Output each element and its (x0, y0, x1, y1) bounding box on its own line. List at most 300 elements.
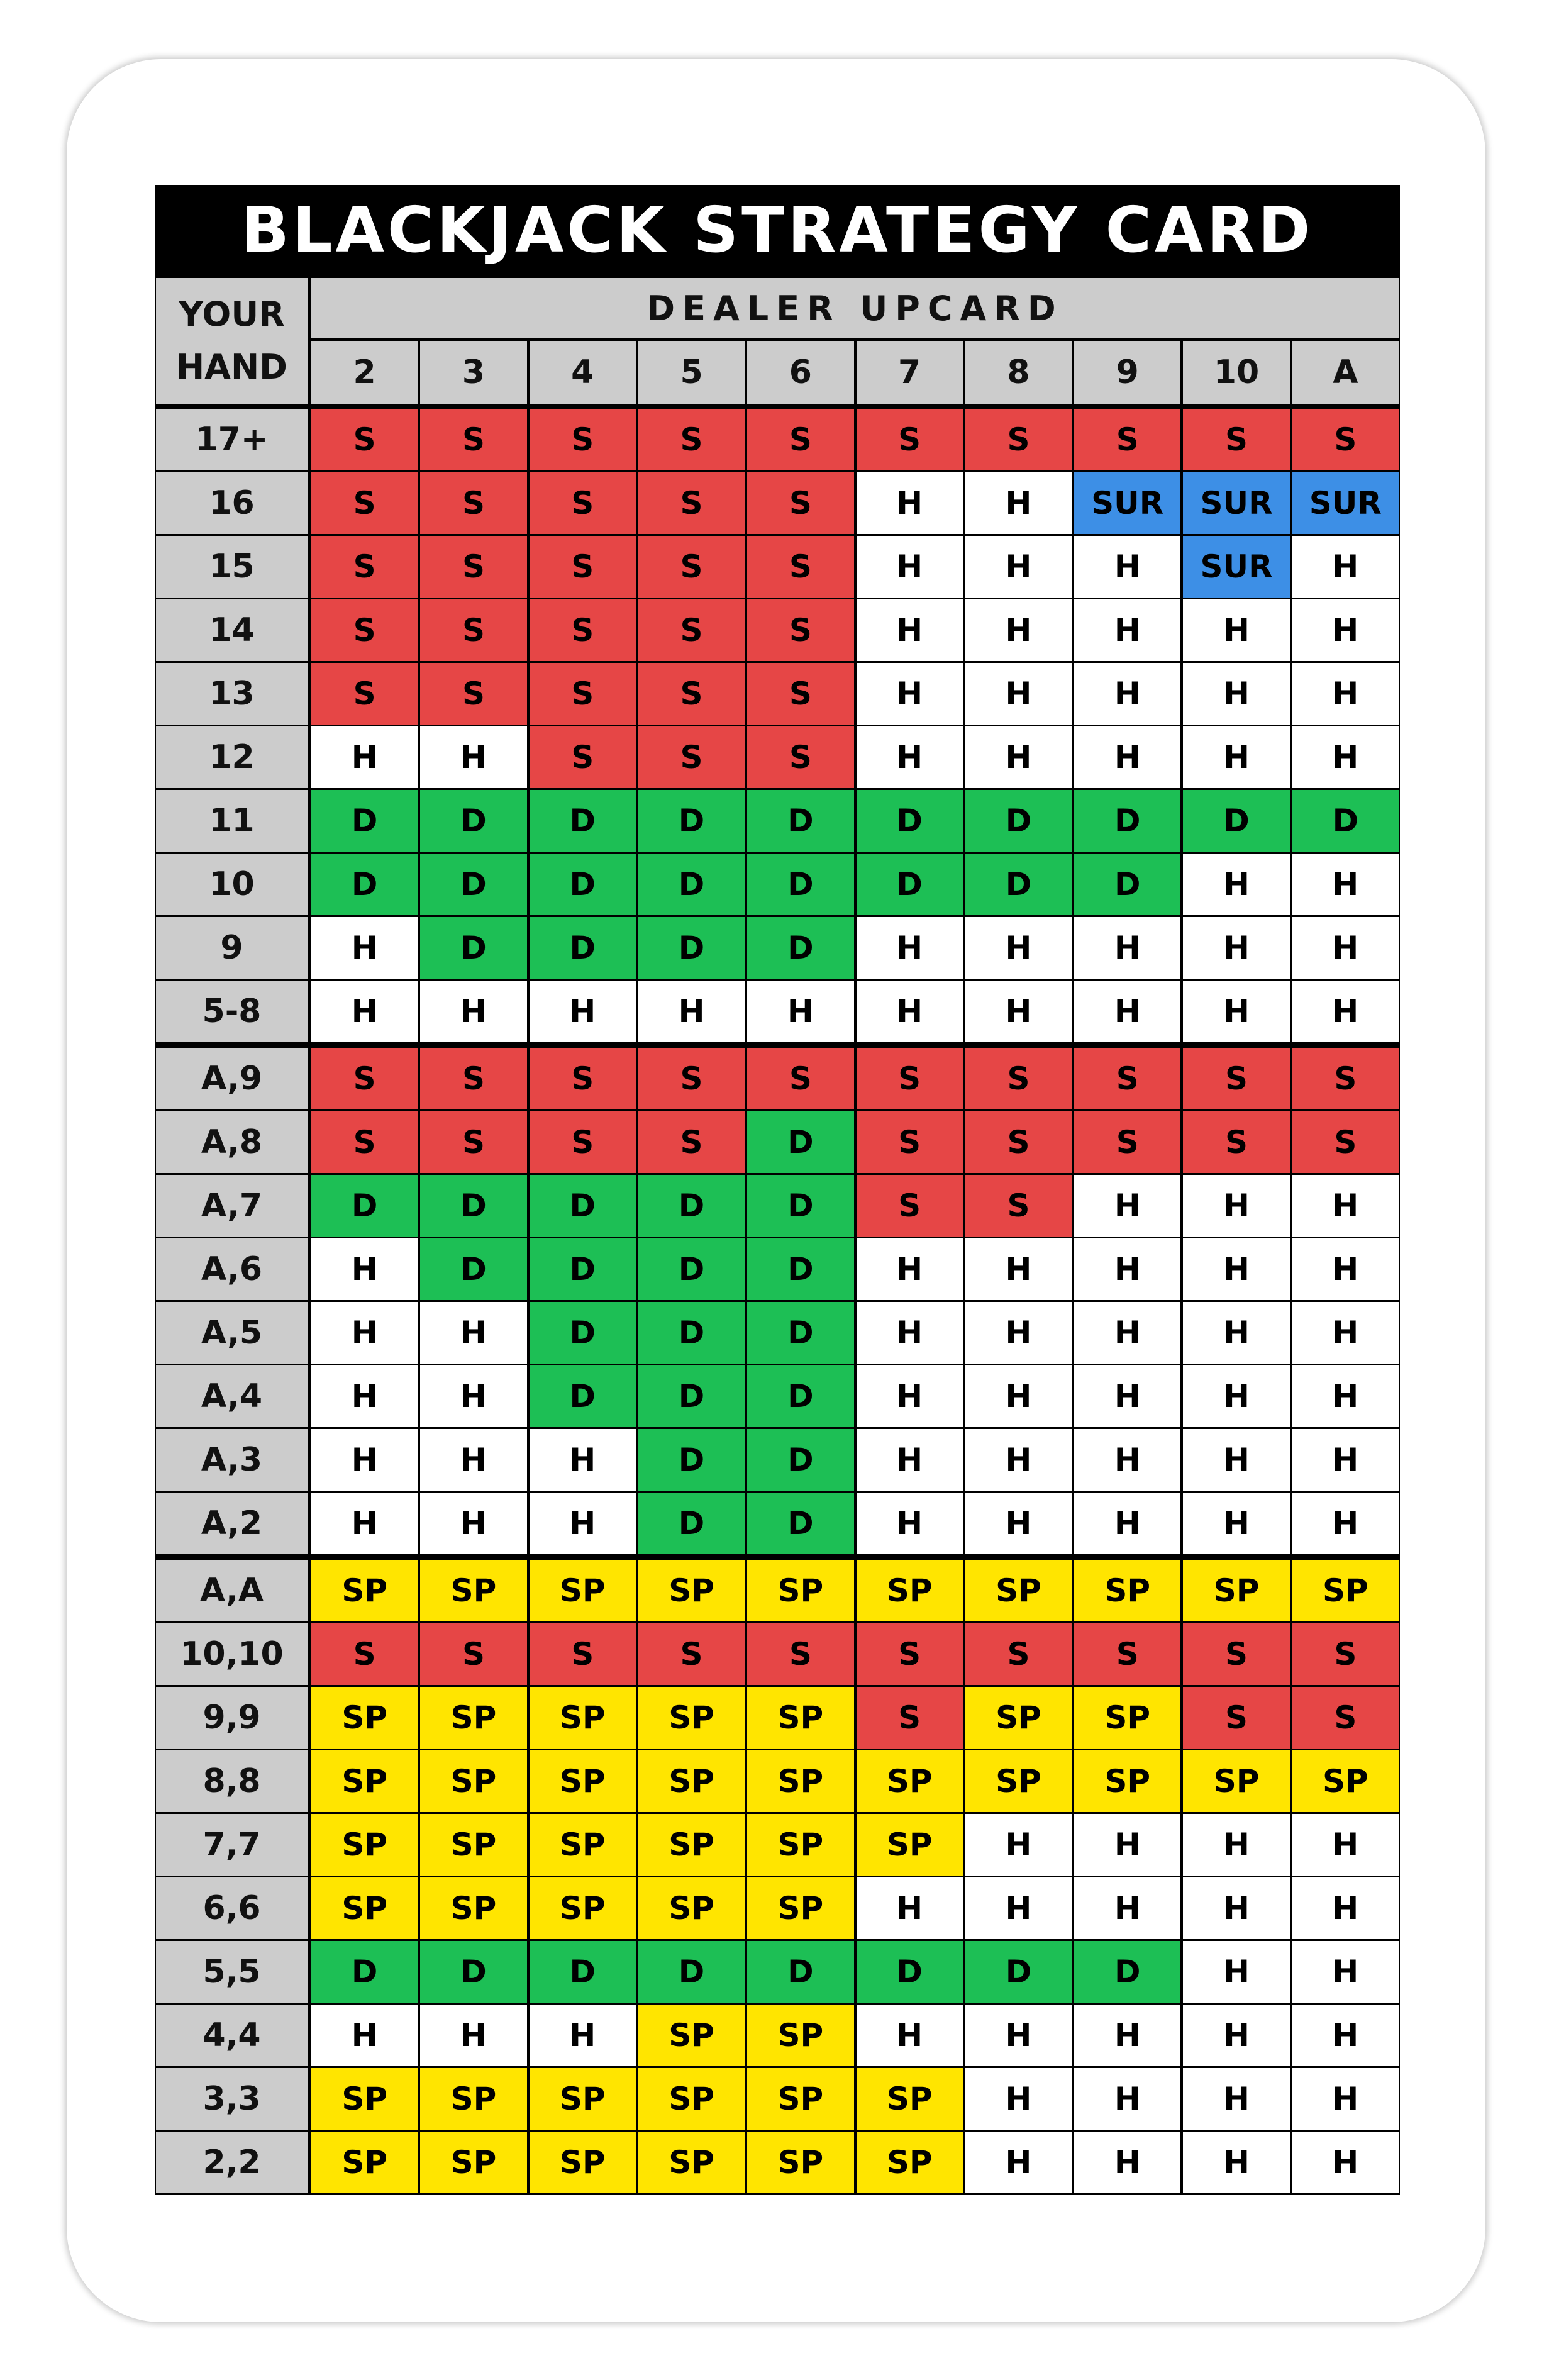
action-cell: S (311, 1111, 418, 1173)
action-cell: D (1074, 854, 1180, 915)
action-cell: D (638, 854, 745, 915)
action-cell: SP (965, 1687, 1072, 1749)
action-cell: D (638, 1238, 745, 1300)
action-cell: S (1074, 1048, 1180, 1109)
chart-header (155, 274, 1400, 408)
action-cell: SP (747, 1814, 853, 1876)
action-cell: H (1074, 1302, 1180, 1364)
strategy-chart (155, 185, 1400, 2195)
action-cell: S (420, 536, 526, 598)
action-cell: D (420, 1238, 526, 1300)
action-cell: SP (857, 1560, 963, 1621)
action-cell: D (638, 1493, 745, 1554)
action-cell: S (965, 1111, 1072, 1173)
action-cell: S (1183, 1623, 1289, 1685)
action-cell: H (1183, 1429, 1289, 1491)
action-cell: SP (530, 1877, 636, 1939)
upcard-label: 4 (530, 341, 636, 404)
action-cell: S (530, 536, 636, 598)
strategy-row (155, 471, 1400, 535)
action-cells (311, 409, 1399, 470)
action-cell: D (747, 1365, 853, 1427)
action-cells (311, 2132, 1399, 2193)
action-cell: SP (747, 1877, 853, 1939)
action-cell: H (1292, 726, 1399, 788)
action-cell: D (638, 1302, 745, 1364)
action-cell: H (965, 1302, 1072, 1364)
action-cell: SP (311, 1750, 418, 1812)
action-cell: H (857, 981, 963, 1042)
hand-label: 7,7 (156, 1814, 308, 1876)
action-cell: D (530, 1302, 636, 1364)
action-cell: D (311, 1175, 418, 1237)
action-cell: S (530, 1048, 636, 1109)
action-cell: S (530, 726, 636, 788)
action-cell: S (530, 1623, 636, 1685)
action-cells (311, 663, 1399, 725)
action-cell: S (1292, 1048, 1399, 1109)
strategy-row (155, 1110, 1400, 1174)
action-cell: H (1183, 1814, 1289, 1876)
action-cell: S (1292, 1623, 1399, 1685)
action-cell: S (747, 472, 853, 534)
action-cell: S (420, 1111, 526, 1173)
action-cell: H (1183, 1238, 1289, 1300)
action-cell: D (638, 1365, 745, 1427)
action-cell: SUR (1074, 472, 1180, 534)
action-cell: S (857, 1111, 963, 1173)
strategy-row (155, 1749, 1400, 1813)
action-cell: SUR (1183, 536, 1289, 598)
upcard-label: 2 (311, 341, 418, 404)
strategy-row (155, 1237, 1400, 1301)
action-cell: H (530, 1429, 636, 1491)
strategy-row (155, 1813, 1400, 1877)
hand-label: 4,4 (156, 2005, 308, 2066)
hand-label: 3,3 (156, 2068, 308, 2130)
hand-label: 9 (156, 917, 308, 979)
action-cell: SP (530, 1687, 636, 1749)
strategy-row (155, 1940, 1400, 2004)
action-cell: S (857, 409, 963, 470)
action-cells (311, 1560, 1399, 1621)
action-cell: H (1183, 2005, 1289, 2066)
action-cell: S (311, 599, 418, 661)
action-cell: D (965, 790, 1072, 852)
action-cell: H (965, 1429, 1072, 1491)
action-cell: H (530, 981, 636, 1042)
action-cell: H (1183, 981, 1289, 1042)
action-cell: SP (747, 1687, 853, 1749)
strategy-row (155, 1491, 1400, 1555)
action-cell: S (747, 663, 853, 725)
action-cell: D (420, 854, 526, 915)
hand-label: A,3 (156, 1429, 308, 1491)
action-cell: H (420, 726, 526, 788)
action-cell: H (857, 1493, 963, 1554)
action-cells (311, 790, 1399, 852)
action-cell: D (638, 790, 745, 852)
action-cell: H (1074, 1493, 1180, 1554)
action-cell: D (530, 1238, 636, 1300)
action-cell: H (1292, 1238, 1399, 1300)
action-cell: H (1074, 599, 1180, 661)
action-cell: S (857, 1687, 963, 1749)
strategy-row (155, 1174, 1400, 1238)
action-cell: H (1183, 1877, 1289, 1939)
action-cell: H (965, 2068, 1072, 2130)
action-cell: S (420, 409, 526, 470)
action-cell: H (965, 2132, 1072, 2193)
action-cell: D (420, 1175, 526, 1237)
action-cell: D (530, 1941, 636, 2003)
action-cell: H (857, 536, 963, 598)
hand-label: A,2 (156, 1493, 308, 1554)
action-cell: H (311, 1302, 418, 1364)
action-cell: H (857, 2005, 963, 2066)
action-cell: H (965, 2005, 1072, 2066)
action-cell: D (747, 1175, 853, 1237)
action-cell: S (530, 663, 636, 725)
action-cell: H (1292, 1493, 1399, 1554)
action-cell: D (857, 1941, 963, 2003)
action-cell: H (1292, 917, 1399, 979)
strategy-row (155, 852, 1400, 916)
action-cell: SP (311, 2132, 418, 2193)
action-cell: H (1074, 2132, 1180, 2193)
action-cell: SP (747, 1750, 853, 1812)
strategy-row (155, 1428, 1400, 1492)
action-cell: D (747, 1111, 853, 1173)
upcard-label: 5 (638, 341, 745, 404)
action-cell: SP (1074, 1750, 1180, 1812)
action-cell: H (857, 917, 963, 979)
action-cell: H (857, 599, 963, 661)
action-cell: S (747, 1048, 853, 1109)
action-cell: H (1074, 2068, 1180, 2130)
action-cell: S (1074, 409, 1180, 470)
action-cell: H (311, 1429, 418, 1491)
action-cell: H (857, 726, 963, 788)
action-cell: H (965, 1238, 1072, 1300)
action-cell: H (857, 1877, 963, 1939)
action-cell: SP (1183, 1750, 1289, 1812)
action-cell: SP (420, 1687, 526, 1749)
action-cells (311, 536, 1399, 598)
hand-label: A,8 (156, 1111, 308, 1173)
action-cell: SP (420, 1750, 526, 1812)
action-cell: S (311, 536, 418, 598)
action-cell: H (965, 663, 1072, 725)
action-cell: D (1183, 790, 1289, 852)
action-cell: D (420, 1941, 526, 2003)
action-cells (311, 1429, 1399, 1491)
dealer-upcard-header: DEALER UPCARD (311, 278, 1399, 338)
action-cell: H (1183, 1365, 1289, 1427)
strategy-row (155, 2130, 1400, 2194)
action-cell: H (857, 663, 963, 725)
action-cell: S (747, 599, 853, 661)
action-cell: S (311, 663, 418, 725)
action-cell: H (1074, 663, 1180, 725)
action-cells (311, 1687, 1399, 1749)
action-cell: H (1074, 981, 1180, 1042)
hand-label: 10 (156, 854, 308, 915)
action-cell: S (747, 409, 853, 470)
action-cell: H (1074, 1238, 1180, 1300)
action-cell: H (1183, 917, 1289, 979)
action-cell: H (638, 981, 745, 1042)
action-cell: H (1292, 1302, 1399, 1364)
action-cell: H (1292, 1814, 1399, 1876)
action-cell: H (1292, 663, 1399, 725)
strategy-rows (155, 408, 1400, 2195)
strategy-row (155, 2003, 1400, 2067)
action-cell: H (311, 726, 418, 788)
action-cell: H (1074, 1814, 1180, 1876)
hand-label: A,4 (156, 1365, 308, 1427)
action-cell: H (1183, 663, 1289, 725)
hand-label: 14 (156, 599, 308, 661)
hand-label: 8,8 (156, 1750, 308, 1812)
your-hand-header (156, 278, 308, 404)
strategy-row (155, 1686, 1400, 1750)
action-cells (311, 1238, 1399, 1300)
action-cell: H (857, 1302, 963, 1364)
action-cell: H (311, 981, 418, 1042)
action-cell: S (1183, 1687, 1289, 1749)
action-cell: H (1292, 599, 1399, 661)
action-cell: D (530, 790, 636, 852)
action-cell: SP (638, 1750, 745, 1812)
action-cell: SP (420, 1560, 526, 1621)
action-cell: S (965, 1623, 1072, 1685)
action-cell: H (1292, 1429, 1399, 1491)
action-cell: S (638, 726, 745, 788)
strategy-row (155, 789, 1400, 853)
action-cell: SP (420, 2068, 526, 2130)
action-cell: H (1292, 981, 1399, 1042)
action-cell: H (857, 1429, 963, 1491)
action-cell: D (530, 1365, 636, 1427)
hand-label: A,7 (156, 1175, 308, 1237)
action-cell: H (965, 1493, 1072, 1554)
action-cells (311, 854, 1399, 915)
action-cell: D (747, 1941, 853, 2003)
action-cell: H (1183, 1175, 1289, 1237)
action-cell: H (965, 1365, 1072, 1427)
action-cell: S (311, 1048, 418, 1109)
action-cell: SP (638, 1687, 745, 1749)
action-cell: D (311, 854, 418, 915)
action-cell: H (1074, 726, 1180, 788)
action-cell: SP (747, 2005, 853, 2066)
action-cells (311, 1302, 1399, 1364)
action-cell: D (747, 1302, 853, 1364)
action-cell: S (747, 536, 853, 598)
strategy-row (155, 1364, 1400, 1428)
action-cell: SP (311, 2068, 418, 2130)
action-cell: H (1183, 2068, 1289, 2130)
action-cell: S (530, 472, 636, 534)
action-cell: H (1074, 1877, 1180, 1939)
action-cell: S (530, 409, 636, 470)
action-cell: H (1074, 536, 1180, 598)
action-cell: S (965, 1048, 1072, 1109)
action-cell: H (1074, 2005, 1180, 2066)
action-cell: SP (420, 1814, 526, 1876)
action-cell: H (1183, 1302, 1289, 1364)
action-cell: H (1074, 1429, 1180, 1491)
hand-label: 5,5 (156, 1941, 308, 2003)
action-cell: D (857, 854, 963, 915)
upcard-label: 10 (1183, 341, 1289, 404)
action-cell: SP (311, 1814, 418, 1876)
action-cells (311, 2068, 1399, 2130)
action-cell: SUR (1183, 472, 1289, 534)
action-cell: SP (311, 1687, 418, 1749)
action-cell: H (420, 981, 526, 1042)
action-cell: H (1183, 1493, 1289, 1554)
action-cell: SP (1074, 1560, 1180, 1621)
upcard-label: A (1292, 341, 1399, 404)
upcard-label: 9 (1074, 341, 1180, 404)
strategy-row (155, 1622, 1400, 1686)
action-cell: S (857, 1175, 963, 1237)
action-cells (311, 1493, 1399, 1554)
action-cell: S (420, 1048, 526, 1109)
strategy-row (155, 1047, 1400, 1111)
action-cell: S (857, 1048, 963, 1109)
action-cell: SP (965, 1750, 1072, 1812)
your-hand-label-line2: HAND (175, 347, 287, 387)
action-cell: S (638, 536, 745, 598)
strategy-row (155, 1301, 1400, 1365)
action-cell: D (530, 1175, 636, 1237)
action-cells (311, 1941, 1399, 2003)
action-cell: SP (638, 2005, 745, 2066)
action-cell: D (1074, 1941, 1180, 2003)
hand-label: 2,2 (156, 2132, 308, 2193)
action-cell: SP (638, 2132, 745, 2193)
action-cell: SP (311, 1877, 418, 1939)
action-cell: H (1292, 1877, 1399, 1939)
action-cell: S (311, 1623, 418, 1685)
action-cell: H (420, 1429, 526, 1491)
strategy-row (155, 2067, 1400, 2131)
your-hand-label-line1: YOUR (179, 294, 285, 334)
action-cell: H (965, 472, 1072, 534)
action-cell: S (1074, 1111, 1180, 1173)
strategy-row (155, 916, 1400, 980)
action-cell: D (747, 1493, 853, 1554)
action-cell: H (1183, 854, 1289, 915)
action-cell: S (747, 1623, 853, 1685)
action-cell: S (1074, 1623, 1180, 1685)
action-cell: H (420, 1493, 526, 1554)
hand-label: 16 (156, 472, 308, 534)
action-cell: SP (1183, 1560, 1289, 1621)
action-cell: S (857, 1623, 963, 1685)
action-cell: SP (857, 2068, 963, 2130)
hand-label: 11 (156, 790, 308, 852)
action-cell: D (747, 854, 853, 915)
action-cell: H (1183, 726, 1289, 788)
action-cell: H (1183, 2132, 1289, 2193)
hand-label: A,9 (156, 1048, 308, 1109)
action-cell: D (311, 790, 418, 852)
hand-label: A,6 (156, 1238, 308, 1300)
action-cell: H (530, 1493, 636, 1554)
action-cell: H (311, 917, 418, 979)
action-cell: H (1292, 536, 1399, 598)
action-cell: S (311, 409, 418, 470)
action-cell: S (638, 1623, 745, 1685)
action-cell: H (1292, 854, 1399, 915)
action-cell: D (638, 1175, 745, 1237)
strategy-row (155, 725, 1400, 789)
hand-label: 17+ (156, 409, 308, 470)
action-cell: H (1292, 2132, 1399, 2193)
action-cell: H (1292, 1175, 1399, 1237)
action-cells (311, 726, 1399, 788)
action-cell: SP (857, 1750, 963, 1812)
action-cell: S (638, 599, 745, 661)
action-cell: S (965, 1175, 1072, 1237)
action-cell: H (530, 2005, 636, 2066)
action-cell: D (530, 917, 636, 979)
action-cell: S (638, 663, 745, 725)
strategy-row (155, 598, 1400, 662)
action-cell: H (420, 1365, 526, 1427)
action-cells (311, 1175, 1399, 1237)
action-cell: S (420, 663, 526, 725)
action-cell: S (530, 1111, 636, 1173)
action-cell: SP (747, 2132, 853, 2193)
action-cell: H (420, 1302, 526, 1364)
action-cell: SP (530, 2068, 636, 2130)
action-cells (311, 472, 1399, 534)
action-cell: SP (420, 2132, 526, 2193)
action-cell: H (857, 472, 963, 534)
action-cell: SP (1292, 1560, 1399, 1621)
hand-label: 10,10 (156, 1623, 308, 1685)
action-cell: H (311, 1238, 418, 1300)
action-cell: D (530, 854, 636, 915)
action-cell: D (747, 1238, 853, 1300)
action-cell: D (1074, 790, 1180, 852)
action-cells (311, 1877, 1399, 1939)
action-cells (311, 1623, 1399, 1685)
action-cell: SP (530, 2132, 636, 2193)
action-cell: H (1183, 1941, 1289, 2003)
action-cell: D (638, 1941, 745, 2003)
upcard-label: 8 (965, 341, 1072, 404)
action-cell: D (747, 917, 853, 979)
action-cell: S (1292, 409, 1399, 470)
strategy-row (155, 979, 1400, 1043)
action-cell: H (1292, 2068, 1399, 2130)
action-cell: H (1074, 1175, 1180, 1237)
strategy-row (155, 662, 1400, 726)
action-cell: SP (857, 2132, 963, 2193)
action-cell: S (420, 1623, 526, 1685)
action-cell: SP (638, 1814, 745, 1876)
action-cell: D (965, 854, 1072, 915)
action-cell: H (965, 599, 1072, 661)
action-cells (311, 599, 1399, 661)
action-cell: SP (1292, 1750, 1399, 1812)
